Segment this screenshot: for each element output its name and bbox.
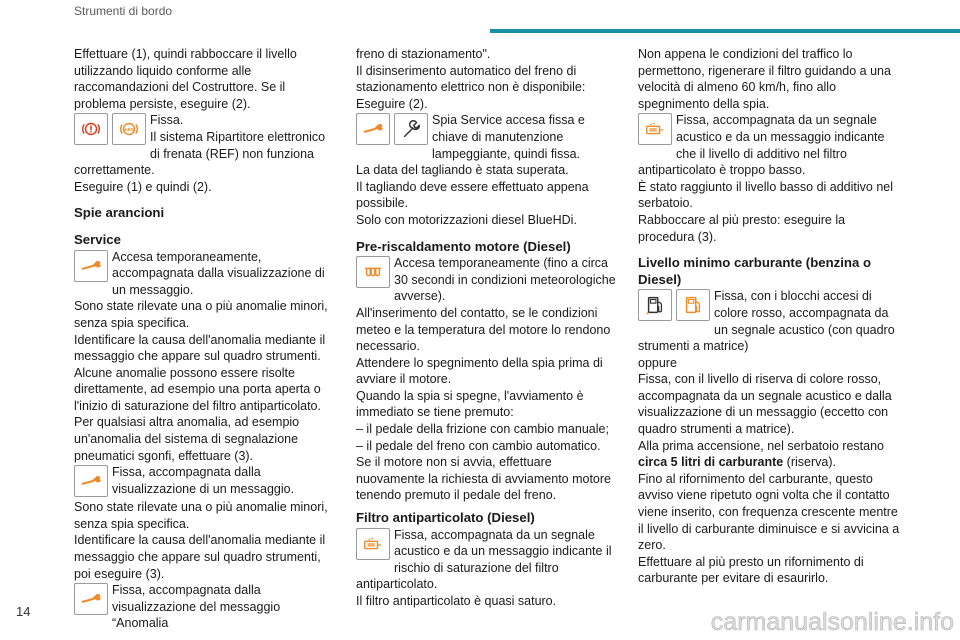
svg-text:carmanualsonline.info: carmanualsonline.info	[710, 608, 954, 636]
warning-entry-maintenance	[356, 112, 618, 162]
paragraph: Fissa, con i blocchi accesi di colore rosso, accompagnata da un segnale acustico (con quadro strumenti a matrice)	[638, 289, 895, 354]
page-number: 14	[16, 604, 31, 619]
paragraph: freno di stazionamento".	[356, 47, 491, 61]
paragraph: Effettuare (1), quindi rabboccare il livello utilizzando liquido conforme alle raccomandazioni del Costruttore. Se il problema persiste, eseguire (2).	[74, 47, 297, 111]
paragraph: Accesa temporaneamente, accompagnata dalla visualizzazione di un messaggio.	[112, 249, 325, 297]
paragraph: Il disinserimento automatico del freno di stazionamento elettrico non è disponibile: Eseguire (2).	[356, 63, 586, 111]
text-run: Alla prima accensione, nel serbatoio restano	[638, 438, 884, 453]
paragraph: È stato raggiunto il livello basso di additivo nel serbatoio.	[638, 179, 894, 211]
warning-entry-service-2	[74, 464, 336, 499]
paragraph: All'inserimento del contatto, se le condizioni meteo e la temperatura del motore lo rendono necessario.	[356, 305, 611, 354]
wrench-icon	[74, 250, 108, 282]
paragraph: Attendere lo spegnimento della spia prima di avviare il motore.	[356, 355, 603, 387]
paragraph: Eseguire (1) e quindi (2).	[74, 179, 212, 194]
paragraph: La data del tagliando è stata superata.	[356, 163, 569, 178]
warning-entry-preheating	[356, 255, 618, 305]
warning-entry-service-1	[74, 249, 336, 299]
paragraph: Solo con motorizzazioni diesel BlueHDi.	[356, 212, 577, 227]
brake-warning-icon	[74, 113, 108, 145]
paragraph: Fissa, con il livello di riserva di colore rosso, accompagnata da un segnale acustico e dalla visualizzazione di un messaggio (eccetto con quadro strumenti a matrice).	[638, 372, 892, 437]
watermark-logo	[640, 604, 958, 640]
paragraph: Fissa, accompagnata da un segnale acustico e da un messaggio indicante che il livello di additivo nel filtro antiparticolato è troppo basso.	[638, 113, 885, 178]
wrench-icon	[356, 113, 390, 145]
warning-entry-ref	[74, 112, 336, 178]
paragraph: Fissa, accompagnata dalla visualizzazione di un messaggio.	[112, 465, 295, 496]
paragraph: Il filtro antiparticolato è quasi saturo.	[356, 594, 557, 608]
text-run: (riserva).	[783, 455, 836, 470]
warning-entry-particle-filter	[356, 527, 618, 593]
paragraph: Rabboccare al più presto: eseguire la procedura (3).	[638, 212, 846, 244]
paragraph: Per qualsiasi altra anomalia, ad esempio un'anomalia del sistema di segnalazione pneumatici sgonfi, effettuare (3).	[74, 415, 300, 463]
paragraph: Identificare la causa dell'anomalia mediante il messaggio che appare sul quadro strumenti.	[74, 332, 326, 364]
paragraph: Fissa.	[150, 113, 184, 128]
column-3	[638, 46, 900, 587]
paragraph: Sono state rilevate una o più anomalie minori, senza spia specifica.	[74, 299, 328, 330]
paragraph: Identificare la causa dell'anomalia mediante il messaggio che appare sul quadro strumenti, poi eseguire (3).	[74, 533, 326, 581]
column-2	[356, 46, 618, 610]
abs-warning-icon	[112, 113, 146, 145]
paragraph: Sono state rilevate una o più anomalie minori, senza spia specifica.	[74, 500, 328, 531]
subsection-heading: Livello minimo carburante (benzina o Diesel)	[638, 255, 872, 287]
wrench-icon	[74, 583, 108, 615]
paragraph: Non appena le condizioni del traffico lo permettono, rigenerare il filtro guidando a una velocità di almeno 60 km/h, fino allo spegnimento della spia.	[638, 47, 891, 111]
glow-plug-icon	[356, 256, 390, 288]
paragraph: Quando la spia si spegne, l'avviamento è immediato se tiene premuto:	[356, 388, 584, 420]
paragraph: Se il motore non si avvia, effettuare nuovamente la richiesta di avviamento motore tenendo premuto il pedale del freno.	[356, 455, 611, 503]
subsection-heading: Pre-riscaldamento motore (Diesel)	[356, 238, 571, 254]
paragraph: Il sistema Ripartitore elettronico di frenata (REF) non funziona correttamente.	[74, 129, 326, 178]
paragraph	[638, 438, 900, 471]
section-heading: Spie arancioni	[74, 205, 165, 221]
header-title: Strumenti di bordo	[74, 4, 173, 18]
paragraph: Effettuare al più presto un rifornimento di carburante per evitare di esaurirlo.	[638, 554, 864, 586]
paragraph: – il pedale del freno con cambio automatico.	[356, 438, 601, 453]
particle-filter-icon	[356, 528, 390, 560]
paragraph: Accesa temporaneamente (fino a circa 30 secondi in condizioni meteorologiche avverse).	[394, 256, 616, 304]
particle-filter-icon	[638, 113, 672, 145]
paragraph: Fissa, accompagnata dalla visualizzazione del messaggio “Anomalia	[112, 583, 281, 631]
paragraph: Fino al rifornimento del carburante, questo avviso viene ripetuto ogni volta che il contatto viene inserito, con frequenza crescente mentre il livello di carburante diminuisce e si avvicina a zero.	[638, 471, 900, 553]
paragraph: Alcune anomalie possono essere risolte direttamente, ad esempio una porta aperta o l'inizio di saturazione del filtro antiparticolato.	[74, 365, 321, 413]
column-1	[74, 46, 336, 632]
maintenance-key-icon	[394, 113, 428, 145]
paragraph: oppure	[638, 355, 677, 370]
fuel-pump-icon	[638, 289, 672, 321]
warning-entry-additive	[638, 112, 900, 178]
paragraph: Spia Service accesa fissa e chiave di manutenzione lampeggiante, quindi fissa.	[432, 113, 585, 161]
wrench-icon	[74, 465, 108, 497]
warning-entry-service-3	[74, 582, 336, 632]
paragraph: Il tagliando deve essere effettuato appena possibile.	[356, 179, 589, 211]
paragraph: – il pedale della frizione con cambio manuale;	[356, 422, 609, 437]
header-accent-bar	[490, 29, 960, 33]
subsection-heading: Service	[74, 231, 121, 247]
emphasis-text: circa 5 litri di carburante	[638, 455, 784, 470]
warning-entry-fuel	[638, 288, 900, 354]
fuel-pump-orange-icon	[676, 289, 710, 321]
paragraph: Fissa, accompagnata da un segnale acustico e da un messaggio indicante il rischio di saturazione del filtro antiparticolato.	[356, 527, 612, 592]
subsection-heading: Filtro antiparticolato (Diesel)	[356, 510, 535, 526]
